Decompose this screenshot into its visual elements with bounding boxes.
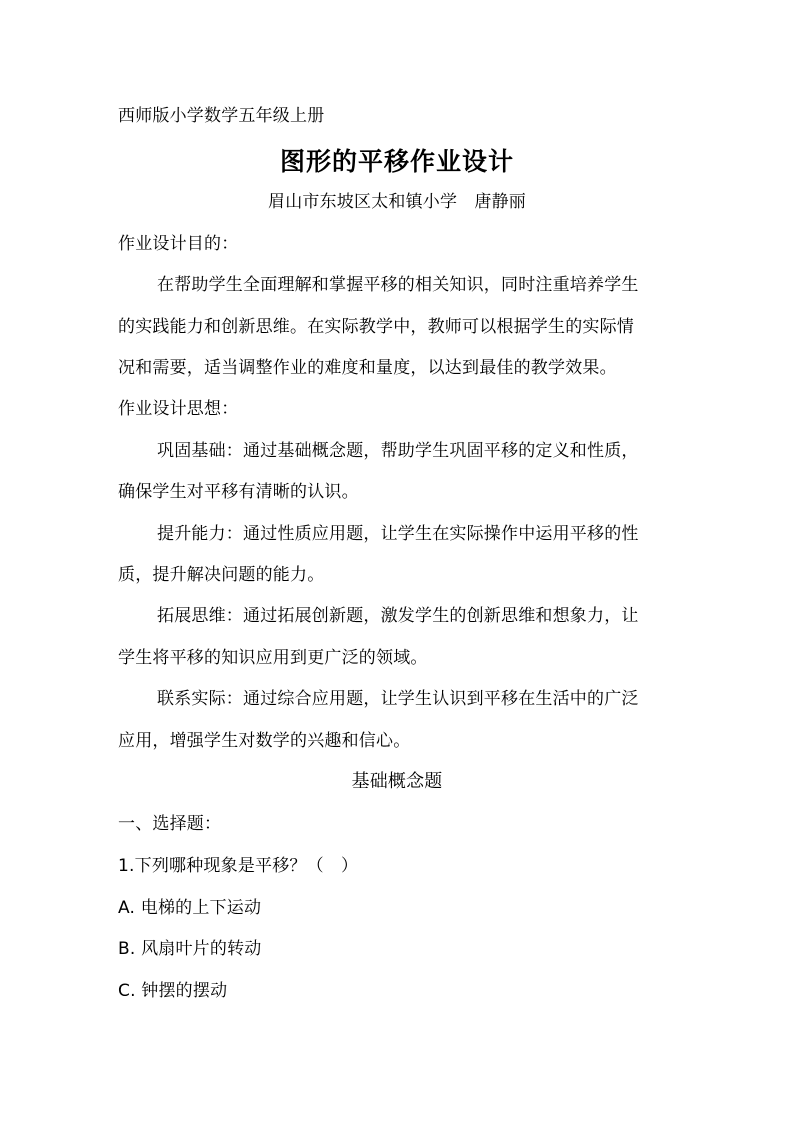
idea-heading: 作业设计思想： — [118, 399, 239, 419]
idea-2-line-1: 提升能力：通过性质应用题，让学生在实际操作中运用平移的性 — [157, 524, 639, 544]
purpose-line-3: 况和需要，适当调整作业的难度和量度，以达到最佳的教学效果。 — [118, 358, 617, 378]
idea-3-line-1: 拓展思维：通过拓展创新题，激发学生的创新思维和想象力，让 — [157, 606, 639, 626]
option-c: C. 钟摆的摆动 — [118, 981, 228, 1001]
idea-4-line-1: 联系实际：通过综合应用题，让学生认识到平移在生活中的广泛 — [157, 689, 639, 709]
header-label: 西师版小学数学五年级上册 — [118, 106, 325, 126]
idea-1-line-2: 确保学生对平移有清晰的认识。 — [118, 482, 359, 502]
question-text: 1.下列哪种现象是平移？（ ） — [118, 856, 359, 876]
idea-4-line-2: 应用，增强学生对数学的兴趣和信心。 — [118, 731, 411, 751]
author-line: 眉山市东坡区太和镇小学 唐静丽 — [268, 192, 526, 212]
option-a: A. 电梯的上下运动 — [118, 898, 262, 918]
idea-2-line-2: 质，提升解决问题的能力。 — [118, 565, 325, 585]
purpose-line-2: 的实践能力和创新思维。在实际教学中，教师可以根据学生的实际情 — [118, 317, 634, 337]
idea-1-line-1: 巩固基础：通过基础概念题，帮助学生巩固平移的定义和性质， — [157, 441, 639, 461]
idea-3-line-2: 学生将平移的知识应用到更广泛的领域。 — [118, 648, 428, 668]
purpose-heading: 作业设计目的： — [118, 234, 239, 254]
option-b: B. 风扇叶片的转动 — [118, 939, 262, 959]
document-title: 图形的平移作业设计 — [279, 147, 514, 176]
section-title: 基础概念题 — [351, 771, 443, 792]
purpose-line-1: 在帮助学生全面理解和掌握平移的相关知识，同时注重培养学生 — [157, 275, 639, 295]
question-type: 一、选择题： — [118, 814, 222, 834]
